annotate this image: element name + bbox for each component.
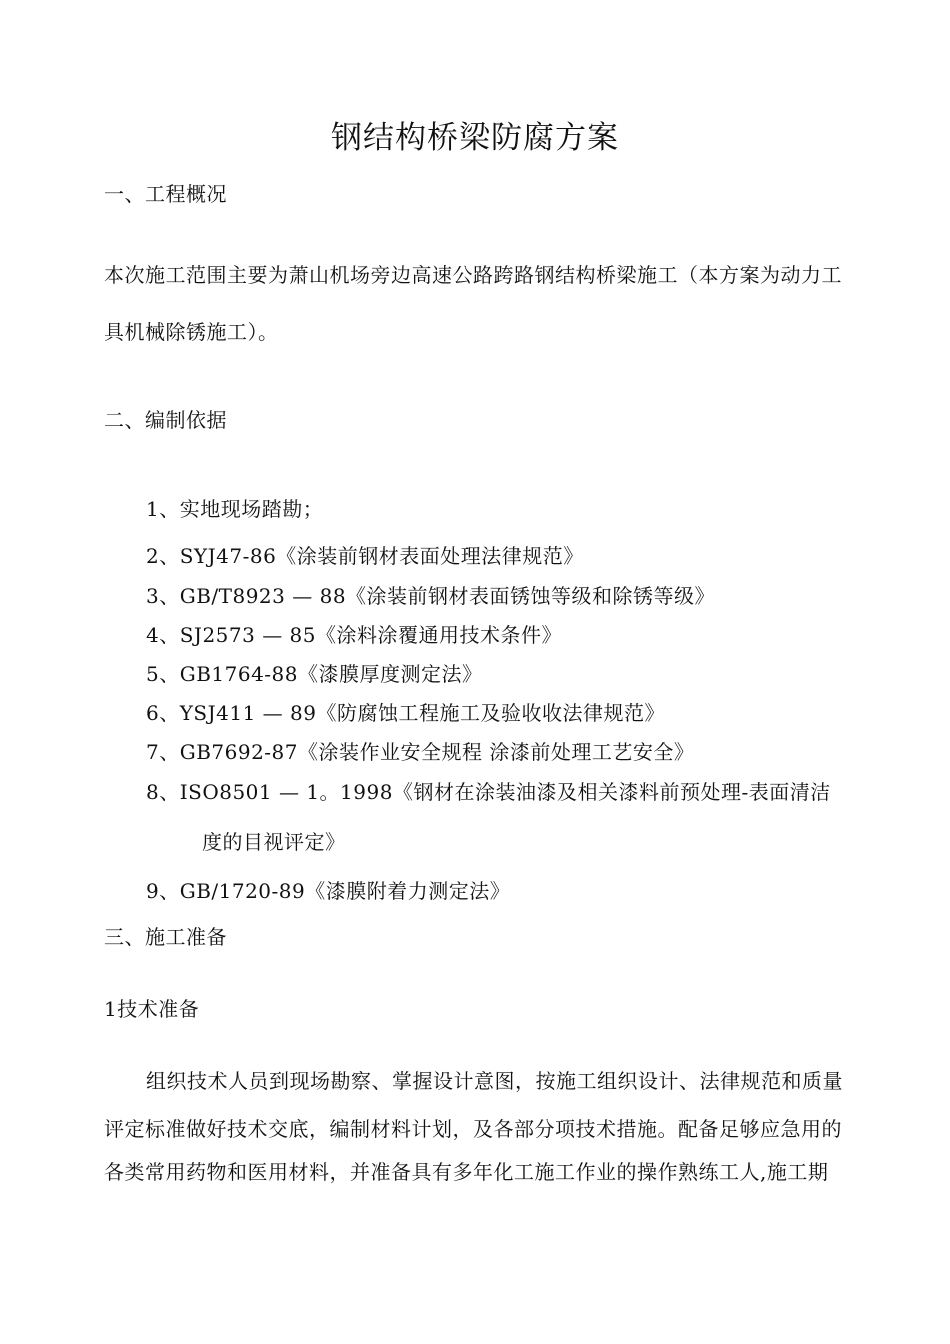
list-item: 1、实地现场踏勘； <box>146 497 324 521</box>
list-item: 8、ISO8501 — 1。1998《钢材在涂装油漆及相关漆料前预处理-表面清洁 <box>146 780 831 804</box>
list-item: 9、GB/1720-89《漆膜附着力测定法》 <box>146 879 511 903</box>
subsection-heading-technical: 1技术准备 <box>104 997 200 1021</box>
list-item: 6、YSJ411 — 89《防腐蚀工程施工及验收收法律规范》 <box>146 701 665 725</box>
paragraph-line: 本次施工范围主要为萧山机场旁边高速公路跨路钢结构桥梁施工（本方案为动力工 <box>104 263 842 287</box>
list-item-continuation: 度的目视评定》 <box>202 830 346 854</box>
section-heading-overview: 一、工程概况 <box>104 182 227 206</box>
list-item: 3、GB/T8923 — 88《涂装前钢材表面锈蚀等级和除锈等级》 <box>146 584 716 608</box>
paragraph-line: 评定标准做好技术交底，编制材料计划，及各部分项技术措施。配备足够应急用的 <box>104 1117 842 1141</box>
list-item: 5、GB1764-88《漆膜厚度测定法》 <box>146 662 483 686</box>
section-heading-preparation: 三、施工准备 <box>104 925 227 949</box>
list-item: 4、SJ2573 — 85《涂料涂覆通用技术条件》 <box>146 623 563 647</box>
section-heading-basis: 二、编制依据 <box>104 408 227 432</box>
document-title: 钢结构桥梁防腐方案 <box>331 120 619 156</box>
list-item: 2、SYJ47-86《涂装前钢材表面处理法律规范》 <box>146 544 584 568</box>
list-item: 7、GB7692-87《涂装作业安全规程 涂漆前处理工艺安全》 <box>146 740 695 764</box>
paragraph-line: 组织技术人员到现场勘察、掌握设计意图，按施工组织设计、法律规范和质量 <box>146 1069 843 1093</box>
paragraph-line: 具机械除锈施工）。 <box>104 320 279 344</box>
paragraph-line: 各类常用药物和医用材料，并准备具有多年化工施工作业的操作熟练工人,施工期 <box>104 1160 829 1184</box>
